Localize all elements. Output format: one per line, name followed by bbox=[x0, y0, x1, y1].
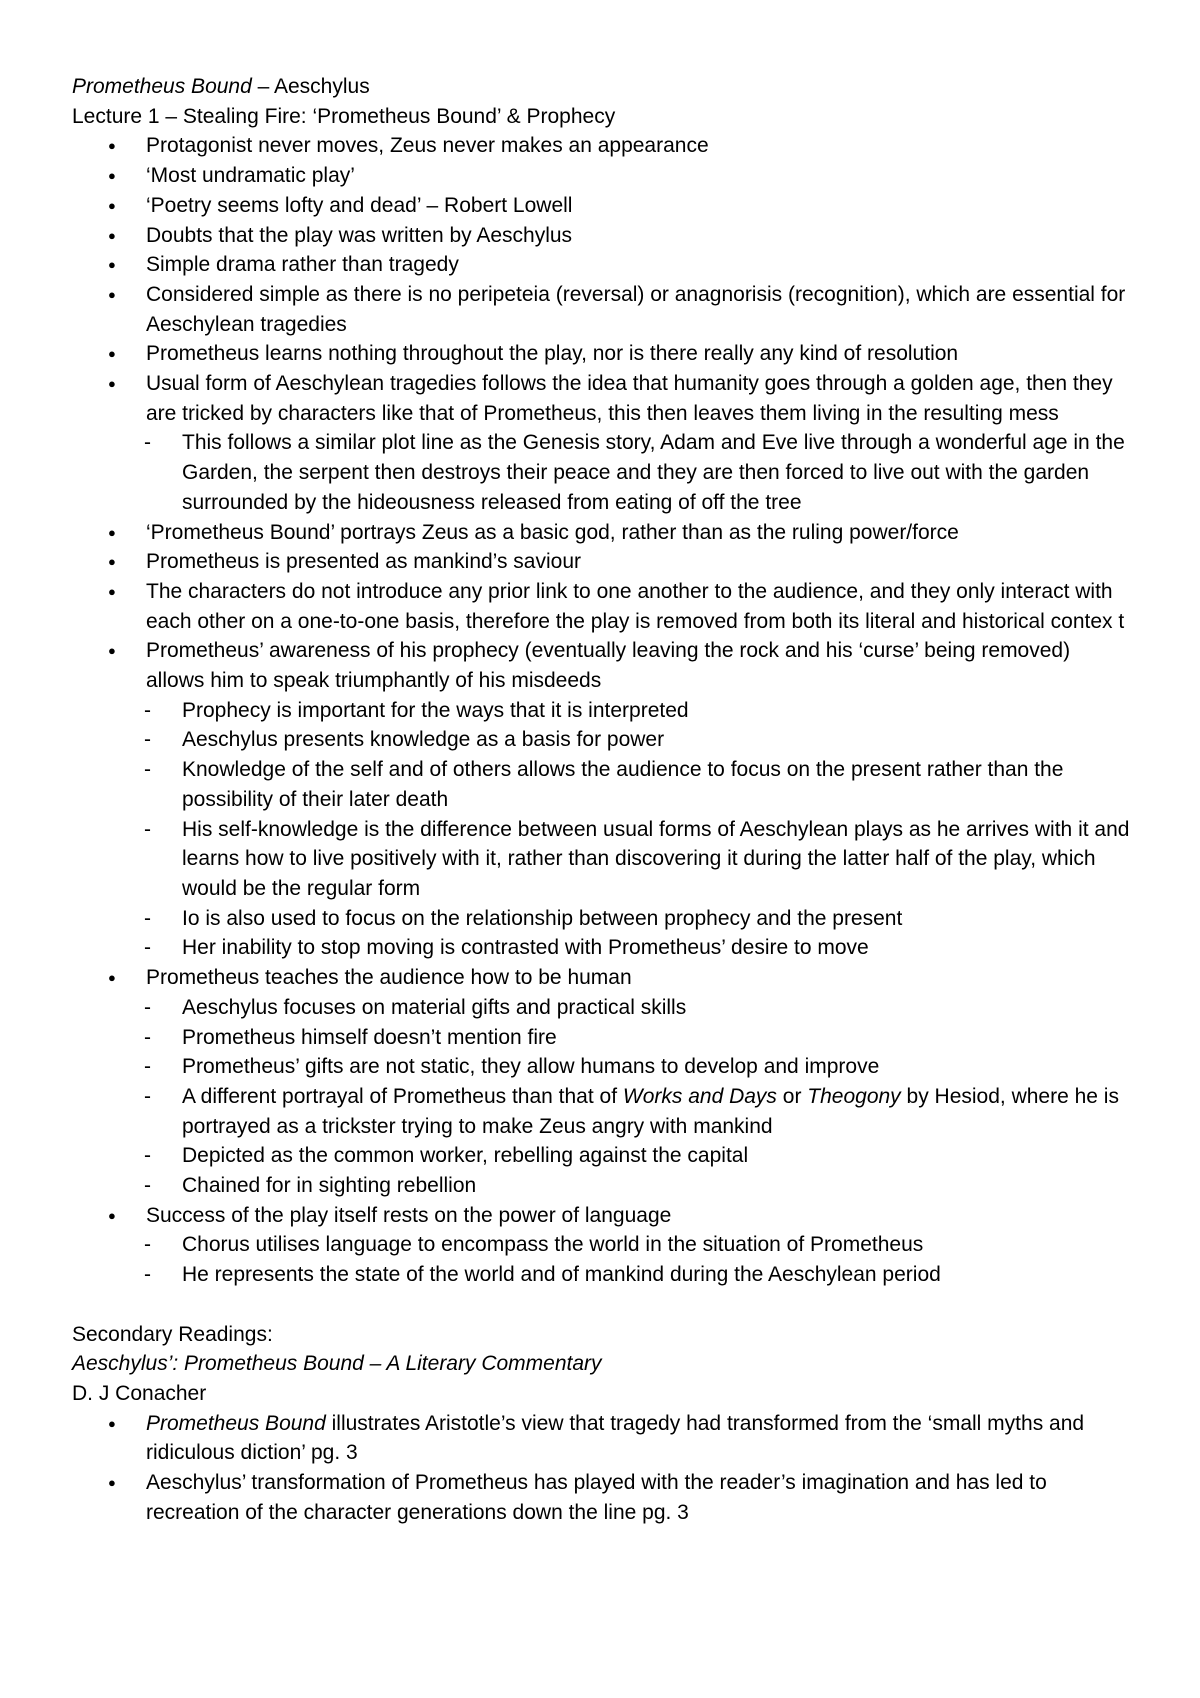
bullet-item: ● Simple drama rather than tragedy bbox=[72, 250, 1132, 280]
bullet-item bbox=[72, 1201, 1132, 1290]
sub-list bbox=[72, 428, 1132, 517]
blank-line bbox=[72, 1290, 1132, 1320]
sub-item: - Io is also used to focus on the relationship between prophecy and the present bbox=[72, 904, 1132, 934]
sub-list bbox=[72, 1230, 1132, 1289]
title-author: – Aeschylus bbox=[251, 75, 370, 98]
bullet-item: ● ‘Prometheus Bound’ portrays Zeus as a basic god, rather than as the ruling power/force bbox=[72, 518, 1132, 548]
secondary-author: D. J Conacher bbox=[72, 1381, 207, 1405]
secondary-readings-heading: Secondary Readings: bbox=[72, 1322, 273, 1346]
sub-item: - This follows a similar plot line as the Genesis story, Adam and Eve live through a wonderful age in the Garden, the serpent then destroys their peace and they are then forced to live out with the garden surrounded by the hideousness released from eating of off the tree bbox=[72, 428, 1132, 517]
bullet-text: Prometheus’ awareness of his prophecy (eventually leaving the rock and his ‘curse’ being removed) allows him to speak triumphantly of his misdeeds bbox=[146, 639, 1071, 693]
sub-item bbox=[72, 1082, 1132, 1141]
sub-item: - His self-knowledge is the difference between usual forms of Aeschylean plays as he arrives with it and learns how to live positively with it, rather than discovering it during the latter half of the play, which would be the regular form bbox=[72, 815, 1132, 904]
bullet-item: ● Considered simple as there is no peripeteia (reversal) or anagnorisis (recognition), which are essential for Aeschylean tragedies bbox=[72, 280, 1132, 339]
book-title: Prometheus Bound bbox=[146, 1411, 326, 1435]
sub-item: - Prophecy is important for the ways that it is interpreted bbox=[72, 696, 1132, 726]
sub-text: or bbox=[776, 1084, 808, 1108]
sub-item: - Aeschylus presents knowledge as a basis for power bbox=[72, 725, 1132, 755]
secondary-notes-list bbox=[72, 1409, 1132, 1528]
bullet-item: ● Doubts that the play was written by Aeschylus bbox=[72, 221, 1132, 251]
bullet-item bbox=[72, 1409, 1132, 1468]
bullet-item bbox=[72, 963, 1132, 1201]
bullet-item: ● Prometheus is presented as mankind’s saviour bbox=[72, 547, 1132, 577]
sub-item: - Aeschylus focuses on material gifts and practical skills bbox=[72, 993, 1132, 1023]
sub-item: - Prometheus himself doesn’t mention fire bbox=[72, 1023, 1132, 1053]
document-title bbox=[72, 72, 1132, 102]
sub-item: - Knowledge of the self and of others allows the audience to focus on the present rather than the possibility of their later death bbox=[72, 755, 1132, 814]
sub-list bbox=[72, 993, 1132, 1201]
sub-item: - Chorus utilises language to encompass the world in the situation of Prometheus bbox=[72, 1230, 1132, 1260]
sub-item: - Prometheus’ gifts are not static, they allow humans to develop and improve bbox=[72, 1052, 1132, 1082]
bullet-item: ● Prometheus learns nothing throughout the play, nor is there really any kind of resolution bbox=[72, 339, 1132, 369]
secondary-book-title: Aeschylus’: Prometheus Bound – A Literary Commentary bbox=[72, 1352, 602, 1376]
bullet-text: Usual form of Aeschylean tragedies follows the idea that humanity goes through a golden age, then they are tricked by characters like that of Prometheus, this then leaves them living in the resulting mess bbox=[146, 372, 1113, 425]
lecture-heading: Lecture 1 – Stealing Fire: ‘Prometheus Bound’ & Prophecy bbox=[72, 104, 616, 128]
bullet-item bbox=[72, 636, 1132, 963]
bullet-text: Prometheus teaches the audience how to be human bbox=[146, 966, 632, 990]
sub-text: A different portrayal of Prometheus than that of bbox=[182, 1084, 623, 1108]
bullet-item: ● Aeschylus’ transformation of Prometheus has played with the reader’s imagination and has led to recreation of the character generations down the line pg. 3 bbox=[72, 1468, 1132, 1527]
sub-list bbox=[72, 696, 1132, 963]
bullet-text: illustrates Aristotle’s view that tragedy had transformed from the ‘small myths and ridiculous diction’ pg. 3 bbox=[146, 1411, 1085, 1465]
sub-item: - Chained for in sighting rebellion bbox=[72, 1171, 1132, 1201]
document-page bbox=[72, 72, 1132, 1527]
bullet-item: ● ‘Most undramatic play’ bbox=[72, 161, 1132, 191]
bullet-item: ● The characters do not introduce any prior link to one another to the audience, and they only interact with each other on a one-to-one basis, therefore the play is removed from both its literal and historical contex t bbox=[72, 577, 1132, 636]
book-title: Theogony bbox=[807, 1084, 901, 1108]
title-italic: Prometheus Bound bbox=[72, 75, 252, 98]
book-title: Works and Days bbox=[622, 1084, 777, 1108]
bullet-item: ● Protagonist never moves, Zeus never makes an appearance bbox=[72, 131, 1132, 161]
sub-text: by Hesiod, where he is portrayed as a trickster trying to make Zeus angry with mankind bbox=[182, 1084, 1119, 1138]
sub-item: - He represents the state of the world and of mankind during the Aeschylean period bbox=[72, 1260, 1132, 1290]
bullet-item bbox=[72, 369, 1132, 518]
bullet-text: Success of the play itself rests on the power of language bbox=[146, 1203, 672, 1227]
lecture-notes-list bbox=[72, 131, 1132, 1289]
sub-item: - Her inability to stop moving is contrasted with Prometheus’ desire to move bbox=[72, 933, 1132, 963]
bullet-item: ● ‘Poetry seems lofty and dead’ – Robert Lowell bbox=[72, 191, 1132, 221]
sub-item: - Depicted as the common worker, rebelling against the capital bbox=[72, 1141, 1132, 1171]
